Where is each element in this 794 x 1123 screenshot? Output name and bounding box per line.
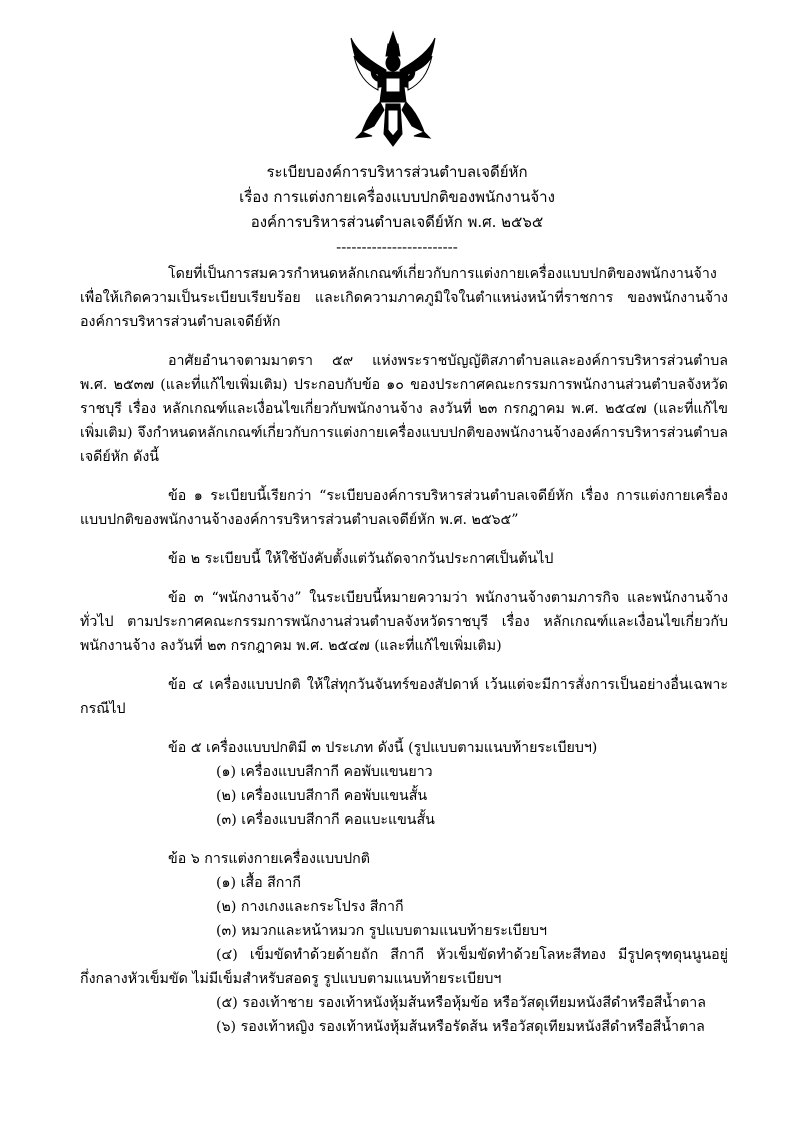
clause-1: ข้อ ๑ ระเบียบนี้เรียกว่า “ระเบียบองค์การบริหารส่วนตำบลเจดีย์หัก เรื่อง การแต่งกายเครื่องแบบปกติของพนักงานจ้างองค์การบริหารส่วนตำบลเจดีย์หัก พ.ศ. ๒๕๖๕”	[80, 488, 728, 528]
document-body	[80, 262, 728, 1039]
clause-2: ข้อ ๒ ระเบียบนี้ ให้ใช้บังคับตั้งแต่วันถัดจากวันประกาศเป็นต้นไป	[168, 551, 554, 567]
clause-4: ข้อ ๔ เครื่องแบบปกติ ให้ใส่ทุกวันจันทร์ของสัปดาห์ เว้นแต่จะมีการสั่งการเป็นอย่างอื่นเฉพาะกรณีไป	[80, 677, 728, 717]
clause-5: ข้อ ๕ เครื่องแบบปกติมี ๓ ประเภท ดังนี้ (รูปแบบตามแนบท้ายระเบียบฯ)	[168, 740, 598, 756]
document-header	[0, 160, 794, 260]
document-title-line2: เรื่อง การแต่งกายเครื่องแบบปกติของพนักงานจ้าง	[239, 188, 555, 206]
preamble-paragraph: โดยที่เป็นการสมควรกำหนดหลักเกณฑ์เกี่ยวกับการแต่งกายเครื่องแบบปกติของพนักงานจ้าง เพื่อให้เกิดความเป็นระเบียบเรียบร้อย และเกิดความภาคภูมิใจในตำแหน่งหน้าที่ราชการ ของพนักงานจ้างองค์การบริหารส่วนตำบลเจดีย์หัก	[80, 266, 728, 330]
clause-3: ข้อ ๓ “พนักงานจ้าง” ในระเบียบนี้หมายความว่า พนักงานจ้างตามภารกิจ และพนักงานจ้างทั่วไป ตามประกาศคณะกรรมการพนักงานส่วนตำบลจังหวัดราชบุรี เรื่อง หลักเกณฑ์และเงื่อนไขเกี่ยวกับพนักงานจ้าง ลงวันที่ ๒๓ กรกฎาคม พ.ศ. ๒๕๔๗ (และที่แก้ไขเพิ่มเติม)	[80, 590, 728, 654]
garuda-emblem-icon	[348, 30, 438, 148]
clause-5-item: (๓) เครื่องแบบสีกากี คอแบะแขนสั้น	[216, 812, 435, 828]
clause-6-item: (๒) กางเกงและกระโปรง สีกากี	[216, 899, 404, 915]
document-title-line1: ระเบียบองค์การบริหารส่วนตำบลเจดีย์หัก	[266, 163, 528, 181]
authority-paragraph: อาศัยอำนาจตามมาตรา ๕๙ แห่งพระราชบัญญัติสภาตำบลและองค์การบริหารส่วนตำบล พ.ศ. ๒๕๓๗ (และที่แก้ไขเพิ่มเติม) ประกอบกับข้อ ๑๐ ของประกาศคณะกรรมการพนักงานส่วนตำบลจังหวัดราชบุรี เรื่อง หลักเกณฑ์และเงื่อนไขเกี่ยวกับพนักงานจ้าง ลงวันที่ ๒๓ กรกฎาคม พ.ศ. ๒๕๔๗ (และที่แก้ไขเพิ่มเติม) จึงกำหนดหลักเกณฑ์เกี่ยวกับการแต่งกายเครื่องแบบปกติของพนักงานจ้างองค์การบริหารส่วนตำบลเจดีย์หัก ดังนี้	[80, 353, 728, 465]
document-title-line3: องค์การบริหารส่วนตำบลเจดีย์หัก พ.ศ. ๒๕๖๕	[250, 213, 544, 231]
clause-6-item: (๖) รองเท้าหญิง รองเท้าหนังหุ้มส้นหรือรัดส้น หรือวัสดุเทียมหนังสีดำหรือสีน้ำตาล	[216, 1019, 705, 1035]
clause-6-item: (๔) เข็มขัดทำด้วยด้ายถัก สีกากี หัวเข็มขัดทำด้วยโลหะสีทอง มีรูปครุฑดุนนูนอยู่กึ่งกลางหัวเข็มขัด ไม่มีเข็มสำหรับสอดรู รูปแบบตามแนบท้ายระเบียบฯ	[80, 947, 728, 987]
clause-6-item: (๕) รองเท้าชาย รองเท้าหนังหุ้มส้นหรือหุ้มข้อ หรือวัสดุเทียมหนังสีดำหรือสีน้ำตาล	[216, 995, 706, 1011]
clause-6: ข้อ ๖ การแต่งกายเครื่องแบบปกติ	[168, 851, 370, 867]
clause-6-item: (๑) เสื้อ สีกากี	[216, 875, 301, 891]
clause-6-item: (๓) หมวกและหน้าหมวก รูปแบบตามแนบท้ายระเบียบฯ	[216, 923, 547, 939]
clause-5-item: (๒) เครื่องแบบสีกากี คอพับแขนสั้น	[216, 788, 428, 804]
clause-5-item: (๑) เครื่องแบบสีกากี คอพับแขนยาว	[216, 764, 433, 780]
header-divider: ------------------------	[336, 238, 458, 256]
